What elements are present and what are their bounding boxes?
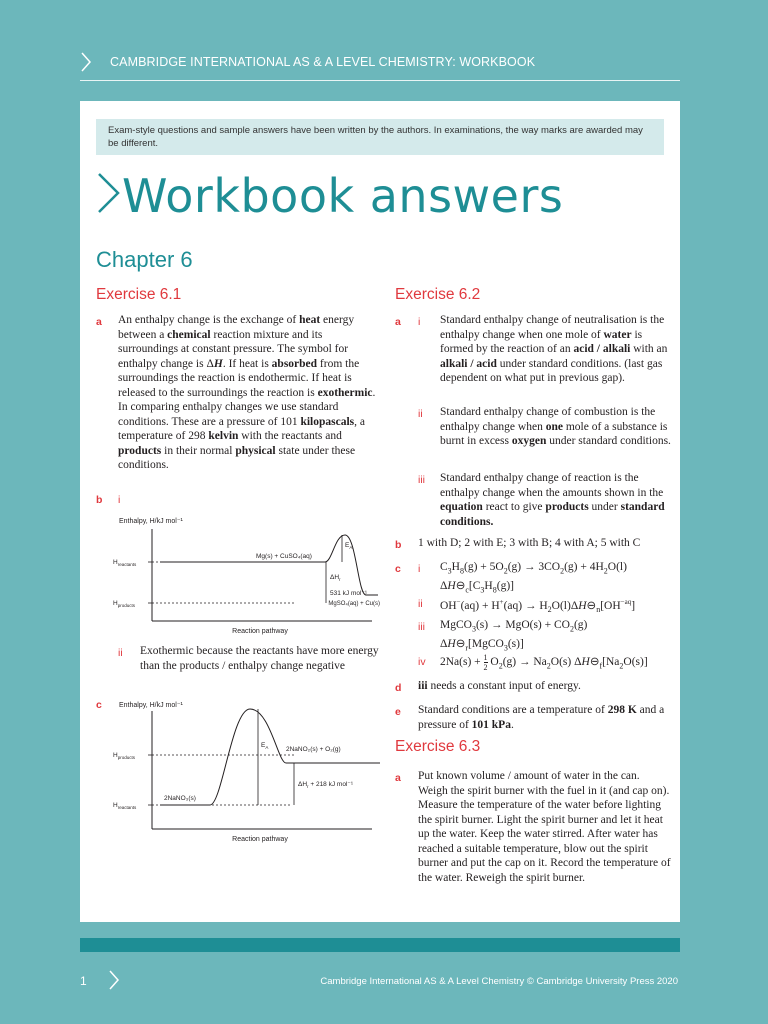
h-products-label: $H_{products}$	[113, 752, 135, 760]
question-label: a	[96, 316, 102, 328]
reactants-label: Mg(s) + CuSO₄(aq)	[256, 553, 312, 560]
subquestion-label: i	[418, 563, 421, 575]
answer-6-2-c-iii: MgCO$_3$(s) → $MgO(s) + CO_2(g)$ $\Delta H⊖_r[MgCO_3(s)]$	[440, 619, 588, 653]
question-label: a	[395, 772, 401, 784]
y-axis-label: Enthalpy, H/kJ mol⁻¹	[119, 702, 183, 709]
subquestion-label: ii	[418, 598, 423, 610]
x-axis-label: Reaction pathway	[232, 836, 288, 843]
delta-h-label: $\Delta H_r + 218$ kJ mol⁻¹	[298, 781, 353, 789]
question-label: e	[395, 706, 401, 718]
subquestion-label: i	[118, 494, 121, 506]
footer-copyright: Cambridge International AS & A Level Chemistry © Cambridge University Press 2020	[320, 976, 678, 987]
subquestion-label: iii	[418, 621, 425, 633]
answer-6-3-a: Put known volume / amount of water in the can. Weigh the spirit burner with the fuel in it (and cap on). Measure the temperature of the water before lighting the spirit burner. Light the spirit burner and let it heat up the water. Keep the water stirred. After water has reached a suitable temperature, blow out the spirit burner and put the cap on it. Record the temperature of the water. Reweigh the spirit burner.	[418, 770, 671, 884]
subquestion-label: iv	[418, 656, 426, 668]
answer-6-2-a-ii: Standard enthalpy change of combustion is the enthalpy change when one mole of a substance is burnt in excess oxygen under standard conditions.	[440, 406, 671, 447]
products-label: 2NaNO₂(s) + O₂(g)	[286, 746, 341, 753]
exercise-6-3-heading: Exercise 6.3	[395, 738, 481, 755]
page-number: 1	[80, 974, 87, 988]
answer-6-2-c-iv: 2Na(s) + 1 2 $O_2(g) \to Na_2O(s)$ $\Delta H⊖_f[Na_2O(s)]$	[440, 653, 648, 672]
answer-6-1-b-ii: Exothermic because the reactants have more energy than the products / enthalpy change negative	[140, 645, 379, 672]
subquestion-label: ii	[118, 647, 123, 659]
delta-h-label: $\Delta H_r$	[330, 574, 341, 582]
answer-6-1-a: An enthalpy change is the exchange of heat energy between a chemical reaction mixture and its surroundings at constant pressure. The symbol for enthalpy change is ΔH. If heat is absorbed from the surroundings the reaction is endothermic. If heat is released to the surroundings the reaction is exothermic. In comparing enthalpy changes we use standard conditions. These are a pressure of 101 kilopascals, a temperature of 298 kelvin with the reactants and products in their normal physical state under these conditions.	[118, 314, 376, 471]
chevron-right-icon	[96, 170, 122, 216]
question-label: c	[395, 563, 401, 575]
answer-6-2-a-i: Standard enthalpy change of neutralisation is the enthalpy change when one mole of water is formed by the reaction of an acid / alkali with an alkali / acid under standard conditions. (last gas dependent on what put in previous gap).	[440, 314, 668, 384]
question-label: c	[96, 699, 102, 711]
answer-6-2-e: Standard conditions are a temperature of 298 K and a pressure of 101 kPa.	[418, 704, 665, 731]
answer-6-2-b: 1 with D; 2 with E; 3 with B; 4 with A; 5 with C	[418, 537, 641, 549]
ea-label: $E_A$	[345, 542, 353, 550]
answer-6-2-a-iii: Standard enthalpy change of reaction is the enthalpy change when the amounts shown in the equation react to give products under standard conditions.	[440, 472, 665, 528]
header-divider	[80, 80, 680, 81]
enthalpy-diagram-endothermic	[110, 693, 380, 848]
h-reactants-label: $H_{reactants}$	[113, 559, 137, 567]
products-label: MgSO₄(aq) + Cu(s)	[328, 601, 380, 607]
x-axis-label: Reaction pathway	[232, 628, 288, 635]
title-text: Workbook answers	[122, 169, 564, 223]
disclaimer-note: Exam-style questions and sample answers have been written by the authors. In examinations, the way marks are awarded may be different.	[96, 119, 664, 155]
subquestion-label: i	[418, 316, 421, 328]
question-label: b	[96, 494, 103, 506]
ea-label: $E_A$	[261, 742, 269, 750]
exercise-6-2-heading: Exercise 6.2	[395, 286, 481, 303]
question-label: b	[395, 539, 402, 551]
y-axis-label: Enthalpy, H/kJ mol⁻¹	[119, 518, 183, 525]
answer-6-2-d: iii needs a constant input of energy.	[418, 680, 581, 692]
chapter-heading: Chapter 6	[96, 247, 193, 272]
running-header: CAMBRIDGE INTERNATIONAL AS & A LEVEL CHEMISTRY: WORKBOOK	[110, 55, 536, 69]
enthalpy-diagram-exothermic	[110, 511, 380, 641]
h-products-label: $H_{products}$	[113, 600, 135, 608]
chevron-right-icon	[80, 52, 92, 72]
delta-h-value: 531 kJ mol⁻¹	[330, 590, 368, 597]
answer-6-2-c-i: $C_3H_8(g) + 5O_2(g) \to 3CO_2(g) + 4H_2O(l)$ $\Delta H⊖_c[C_3H_8(g)]$	[440, 561, 627, 595]
question-label: a	[395, 316, 401, 328]
page-content	[80, 101, 680, 922]
subquestion-label: iii	[418, 474, 425, 486]
page-title	[96, 169, 563, 223]
chevron-right-icon	[108, 970, 120, 990]
h-reactants-label: $H_{reactants}$	[113, 802, 137, 810]
reactants-label: 2NaNO₃(s)	[164, 795, 196, 802]
subquestion-label: ii	[418, 408, 423, 420]
footer-bar	[80, 938, 680, 952]
exercise-6-1-heading: Exercise 6.1	[96, 286, 182, 303]
answer-6-2-c-ii: $OH^-(aq) + H^+(aq) \to H_2O(l)\Delta H⊖_n[OH^{-aq}]$	[440, 598, 636, 615]
question-label: d	[395, 682, 402, 694]
